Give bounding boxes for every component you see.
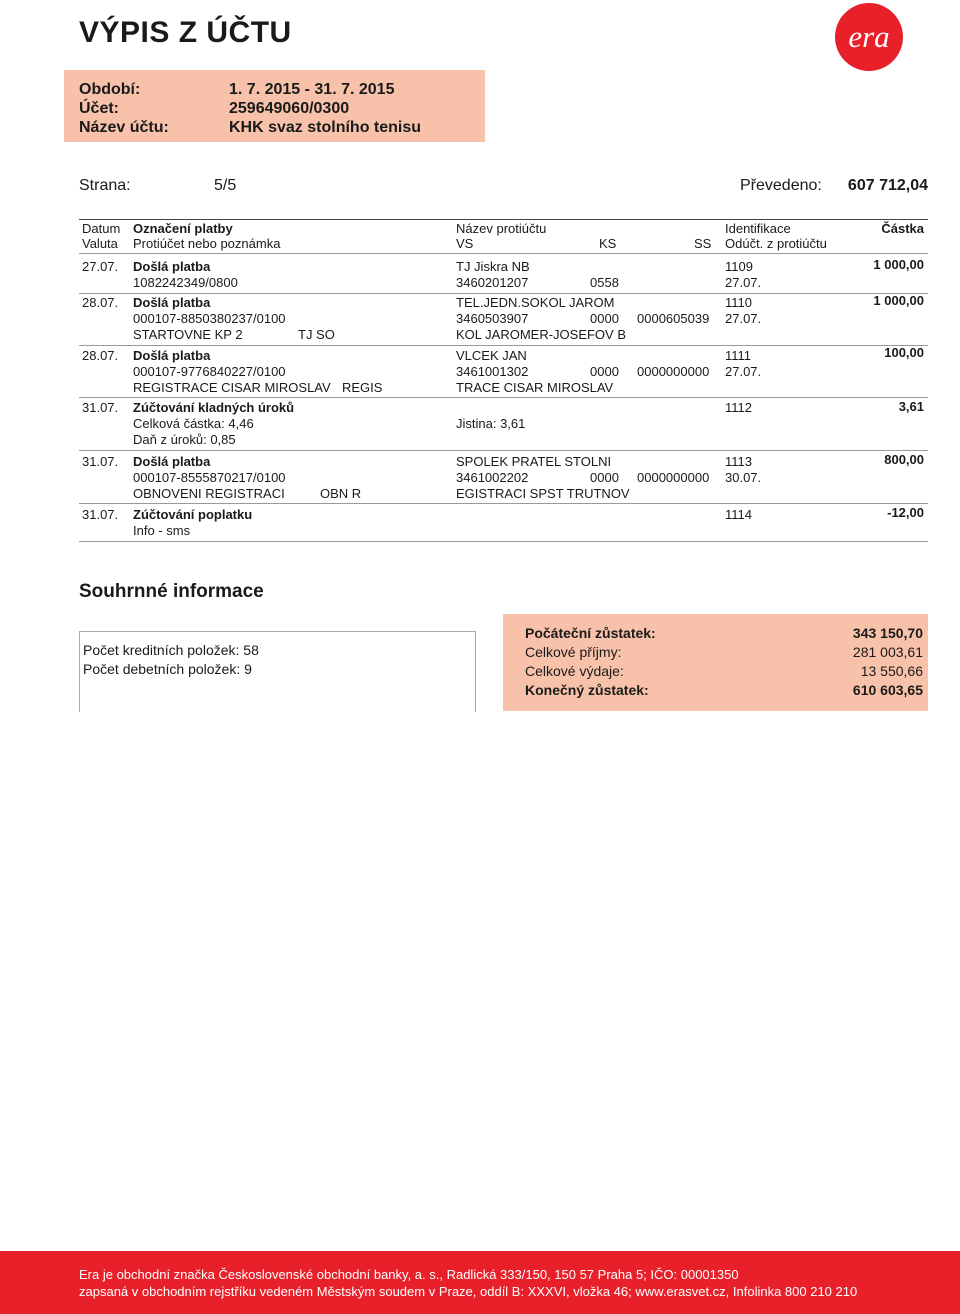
total-expense-value: 13 550,66 bbox=[860, 663, 923, 679]
tx-vs: 3460201207 bbox=[456, 275, 529, 290]
closing-balance-label: Konečný zůstatek: bbox=[525, 682, 649, 698]
account-label: Účet: bbox=[79, 100, 120, 117]
tx-note2: REGIS bbox=[342, 380, 383, 395]
credit-count: Počet kreditních položek: 58 bbox=[83, 642, 259, 658]
footer bbox=[0, 1251, 960, 1314]
tx-amount: 3,61 bbox=[898, 399, 924, 414]
tx-date: 28.07. bbox=[82, 348, 119, 363]
footer-line-2: zapsaná v obchodním rejstříku vedeném Městským soudem v Praze, oddíl B: XXXVI, vložka 46; www.erasvet.cz, Infolinka 800 210 210 bbox=[79, 1284, 858, 1299]
carried-over-label: Převedeno: bbox=[740, 177, 822, 194]
account-row bbox=[79, 99, 350, 118]
tx-type: Došlá platba bbox=[133, 454, 211, 469]
tx-ss: 0000605039 bbox=[637, 311, 710, 326]
tx-amount: 100,00 bbox=[884, 345, 924, 360]
header-amount: Částka bbox=[881, 221, 924, 236]
tx-note: Daň z úroků: 0,85 bbox=[133, 432, 236, 447]
account-name: KHK svaz stolního tenisu bbox=[229, 119, 422, 136]
tx-vs: 3461002202 bbox=[456, 470, 529, 485]
tx-cp-extra: TRACE CISAR MIROSLAV bbox=[456, 380, 614, 395]
tx-valuta: 27.07. bbox=[725, 364, 762, 379]
tx-note: STARTOVNE KP 2 bbox=[133, 327, 243, 342]
transaction-row bbox=[0, 345, 960, 397]
tx-ident: 1109 bbox=[725, 259, 753, 274]
header-vs: VS bbox=[456, 236, 474, 251]
transaction-row bbox=[0, 397, 960, 449]
opening-balance-label: Počáteční zůstatek: bbox=[525, 625, 656, 641]
total-income-value: 281 003,61 bbox=[852, 644, 923, 660]
tx-amount: 1 000,00 bbox=[873, 257, 924, 272]
transaction-row bbox=[0, 450, 960, 502]
header-ident: Identifikace bbox=[725, 221, 791, 236]
header-ks: KS bbox=[599, 236, 617, 251]
footer-line-1: Era je obchodní značka Československé obchodní banky, a. s., Radlická 333/150, 150 57 Praha 5; IČO: 00001350 bbox=[79, 1267, 739, 1282]
tx-date: 31.07. bbox=[82, 507, 119, 522]
tx-valuta: 27.07. bbox=[725, 275, 762, 290]
tx-note2: TJ SO bbox=[298, 327, 335, 342]
tx-type: Zúčtování poplatku bbox=[133, 507, 253, 522]
tx-type: Zúčtování kladných úroků bbox=[133, 400, 295, 415]
tx-vs: 3460503907 bbox=[456, 311, 529, 326]
tx-ks: 0558 bbox=[590, 275, 619, 290]
tx-account: Info - sms bbox=[133, 523, 191, 538]
account-name-label: Název účtu: bbox=[79, 119, 169, 136]
tx-valuta: 27.07. bbox=[725, 311, 762, 326]
tx-account: 000107-8555870217/0100 bbox=[133, 470, 286, 485]
header-type: Označení platby bbox=[133, 221, 233, 236]
tx-type: Došlá platba bbox=[133, 348, 211, 363]
header-valuta2: Odúčt. z protiúčtu bbox=[725, 236, 827, 251]
debit-count: Počet debetních položek: 9 bbox=[83, 661, 252, 677]
tx-valuta: 30.07. bbox=[725, 470, 762, 485]
summary-title: Souhrnné informace bbox=[79, 581, 264, 602]
transaction-row bbox=[0, 293, 960, 345]
tx-date: 28.07. bbox=[82, 295, 119, 310]
tx-note: REGISTRACE CISAR MIROSLAV bbox=[133, 380, 331, 395]
period-row bbox=[79, 80, 395, 99]
tx-amount: 800,00 bbox=[884, 452, 924, 467]
item-counts-box bbox=[79, 631, 476, 712]
tx-ks: 0000 bbox=[590, 470, 619, 485]
tx-cp-name: TJ Jiskra NB bbox=[456, 259, 530, 274]
period-label: Období: bbox=[79, 81, 141, 98]
tx-ident: 1114 bbox=[725, 507, 752, 522]
tx-ident: 1110 bbox=[725, 295, 752, 310]
tx-ss: 0000000000 bbox=[637, 364, 710, 379]
tx-ks: 0000 bbox=[590, 311, 619, 326]
page-number: 5/5 bbox=[214, 177, 237, 194]
era-logo bbox=[835, 3, 903, 71]
header-cp-name: Název protiúčtu bbox=[456, 221, 547, 236]
tx-note2: OBN R bbox=[320, 486, 362, 501]
page-label: Strana: bbox=[79, 177, 131, 194]
total-income-label: Celkové příjmy: bbox=[525, 644, 622, 660]
tx-ident: 1113 bbox=[725, 454, 752, 469]
tx-vs: Jistina: 3,61 bbox=[456, 416, 526, 431]
tx-account: Celková částka: 4,46 bbox=[133, 416, 254, 431]
tx-cp-name: SPOLEK PRATEL STOLNI bbox=[456, 454, 612, 469]
total-expense-label: Celkové výdaje: bbox=[525, 663, 624, 679]
tx-ss: 0000000000 bbox=[637, 470, 710, 485]
tx-ident: 1111 bbox=[725, 348, 752, 363]
header-ss: SS bbox=[694, 236, 712, 251]
transaction-row bbox=[0, 503, 960, 555]
carried-over-value: 607 712,04 bbox=[847, 177, 928, 194]
balance-summary-box bbox=[503, 614, 928, 711]
tx-account: 000107-8850380237/0100 bbox=[133, 311, 286, 326]
tx-type: Došlá platba bbox=[133, 259, 211, 274]
header-date: Datum bbox=[82, 221, 121, 236]
tx-type: Došlá platba bbox=[133, 295, 211, 310]
header-valuta: Valuta bbox=[82, 236, 118, 251]
tx-ks: 0000 bbox=[590, 364, 619, 379]
tx-account: 000107-9776840227/0100 bbox=[133, 364, 286, 379]
tx-note: OBNOVENI REGISTRACI bbox=[133, 486, 285, 501]
header-counter: Protiúčet nebo poznámka bbox=[133, 236, 281, 251]
header-bottom-rule bbox=[79, 253, 928, 254]
table-bottom-rule bbox=[79, 541, 928, 542]
tx-date: 31.07. bbox=[82, 454, 119, 469]
document-title: VÝPIS Z ÚČTU bbox=[79, 16, 292, 49]
tx-date: 27.07. bbox=[82, 259, 119, 274]
tx-cp-name: VLCEK JAN bbox=[456, 348, 527, 363]
tx-account: 1082242349/0800 bbox=[133, 275, 238, 290]
table-top-rule bbox=[79, 219, 928, 220]
tx-ident: 1112 bbox=[725, 400, 752, 415]
tx-amount: -12,00 bbox=[887, 505, 924, 520]
tx-cp-extra: EGISTRACI SPST TRUTNOV bbox=[456, 486, 630, 501]
tx-cp-extra: KOL JAROMER-JOSEFOV B bbox=[456, 327, 626, 342]
tx-cp-name: TEL.JEDN.SOKOL JAROM bbox=[456, 295, 615, 310]
period-value: 1. 7. 2015 - 31. 7. 2015 bbox=[229, 81, 395, 98]
account-number: 259649060/0300 bbox=[229, 100, 350, 117]
tx-amount: 1 000,00 bbox=[873, 293, 924, 308]
account-info-box bbox=[64, 70, 485, 142]
opening-balance-value: 343 150,70 bbox=[852, 625, 923, 641]
tx-date: 31.07. bbox=[82, 400, 119, 415]
closing-balance-value: 610 603,65 bbox=[852, 682, 923, 698]
tx-vs: 3461001302 bbox=[456, 364, 529, 379]
era-logo-text: era bbox=[848, 19, 890, 54]
account-name-row bbox=[79, 118, 422, 137]
